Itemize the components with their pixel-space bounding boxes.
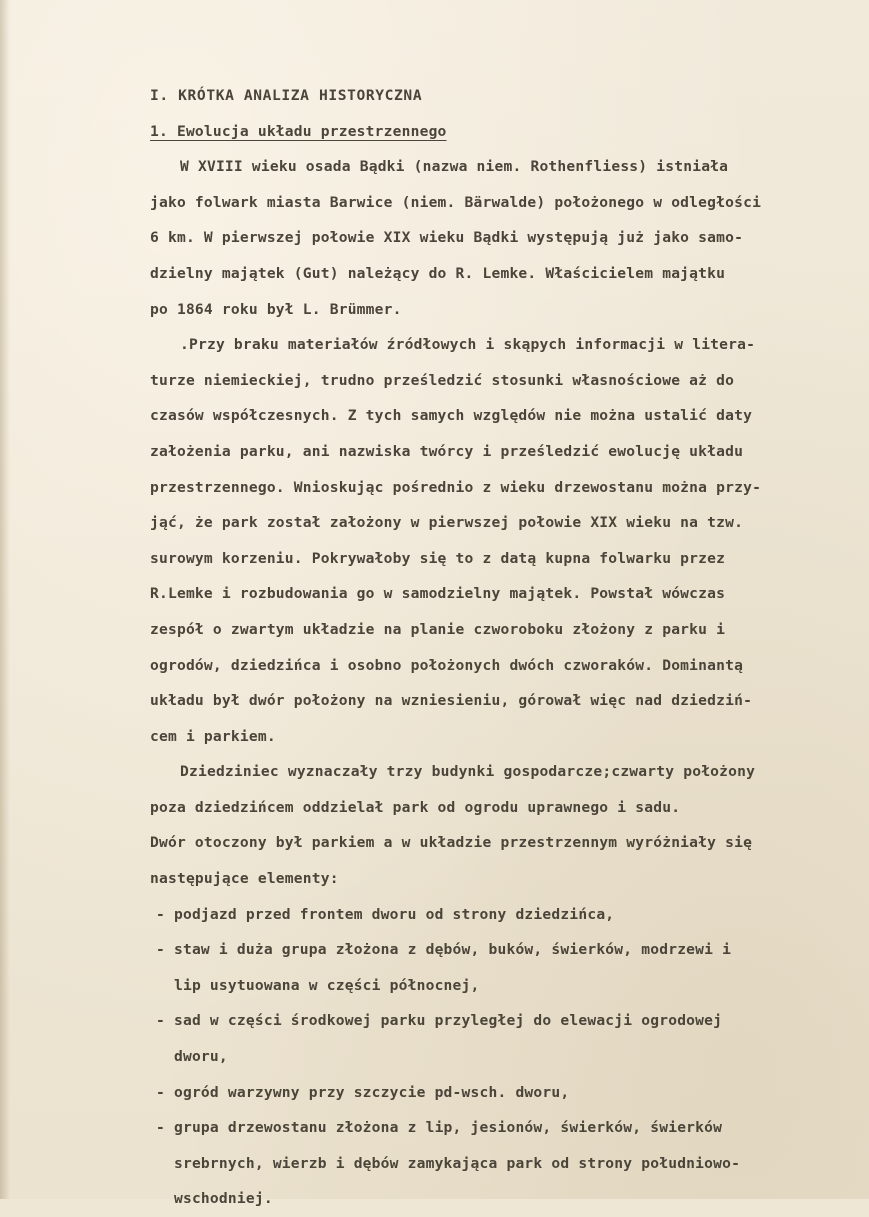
text-line: turze niemieckiej, trudno prześledzić stosunki własnościowe aż do: [150, 371, 735, 389]
text-line: dzielny majątek (Gut) należący do R. Lemke. Właścicielem majątku: [150, 264, 726, 282]
list-item-continuation: srebrnych, wierzb i dębów zamykająca park od strony południowo-: [156, 1154, 741, 1172]
text-line: Dwór otoczony był parkiem a w układzie przestrzennym wyróżniały się: [150, 834, 753, 852]
text-line: czasów współczesnych. Z tych samych względów nie można ustalić daty: [150, 407, 753, 425]
text-line: poza dziedzińcem oddzielał park od ogrodu uprawnego i sadu.: [150, 798, 681, 816]
list-item: - podjazd przed frontem dworu od strony dziedzińca,: [156, 905, 615, 923]
text-line: układu był dwór położony na wzniesieniu, górował więc nad dziedziń-: [150, 692, 753, 710]
text-line: R.Lemke i rozbudowania go w samodzielny majątek. Powstał wówczas: [150, 585, 726, 603]
subsection-heading: [150, 114, 862, 150]
list-item-continuation: wschodniej.: [156, 1190, 273, 1208]
element-list: [150, 897, 862, 1217]
text-line: po 1864 roku był L. Brümmer.: [150, 300, 402, 318]
text-line: W XVIII wieku osada Bądki (nazwa niem. Rothenfliess) istniała: [180, 158, 729, 176]
list-item: - sad w części środkowej parku przyległej do elewacji ogrodowej: [156, 1012, 723, 1030]
paragraph-3: [150, 754, 862, 896]
text-line: jąć, że park został założony w pierwszej połowie XIX wieku na tzw.: [150, 514, 744, 532]
subsection-heading-text: 1. Ewolucja układu przestrzennego: [150, 122, 447, 140]
paragraph-2: [150, 327, 862, 754]
text-line: .Przy braku materiałów źródłowych i skąpych informacji w litera-: [180, 336, 756, 354]
text-line: następujące elementy:: [150, 870, 339, 888]
list-item-continuation: lip usytuowana w części północnej,: [156, 976, 480, 994]
text-line: cem i parkiem.: [150, 727, 276, 745]
list-item: - ogród warzywny przy szczycie pd-wsch. dworu,: [156, 1083, 570, 1101]
paragraph-1: [150, 149, 862, 327]
section-heading: I. KRÓTKA ANALIZA HISTORYCZNA: [150, 87, 423, 104]
text-line: założenia parku, ani nazwiska twórcy i prześledzić ewolucję układu: [150, 442, 744, 460]
text-line: zespół o zwartym układzie na planie czworoboku złożony z parku i: [150, 620, 726, 638]
list-item: - grupa drzewostanu złożona z lip, jesionów, świerków, świerków: [156, 1119, 723, 1137]
text-line: przestrzennego. Wnioskując pośrednio z wieku drzewostanu można przy-: [150, 478, 762, 496]
text-line: Dziedziniec wyznaczały trzy budynki gospodarcze;czwarty położony: [180, 763, 756, 781]
text-line: jako folwark miasta Barwice (niem. Bärwalde) położonego w odległości: [150, 193, 762, 211]
paper-edge-shadow: [0, 0, 10, 1199]
text-line: ogrodów, dziedzińca i osobno położonych dwóch czworaków. Dominantą: [150, 656, 744, 674]
typed-text-body: [150, 78, 862, 1217]
text-line: surowym korzeniu. Pokrywałoby się to z datą kupna folwarku przez: [150, 549, 726, 567]
list-item: - staw i duża grupa złożona z dębów, buków, świerków, modrzewi i: [156, 941, 732, 959]
list-item-continuation: dworu,: [156, 1048, 228, 1066]
text-line: 6 km. W pierwszej połowie XIX wieku Bądki występują już jako samo-: [150, 229, 744, 247]
